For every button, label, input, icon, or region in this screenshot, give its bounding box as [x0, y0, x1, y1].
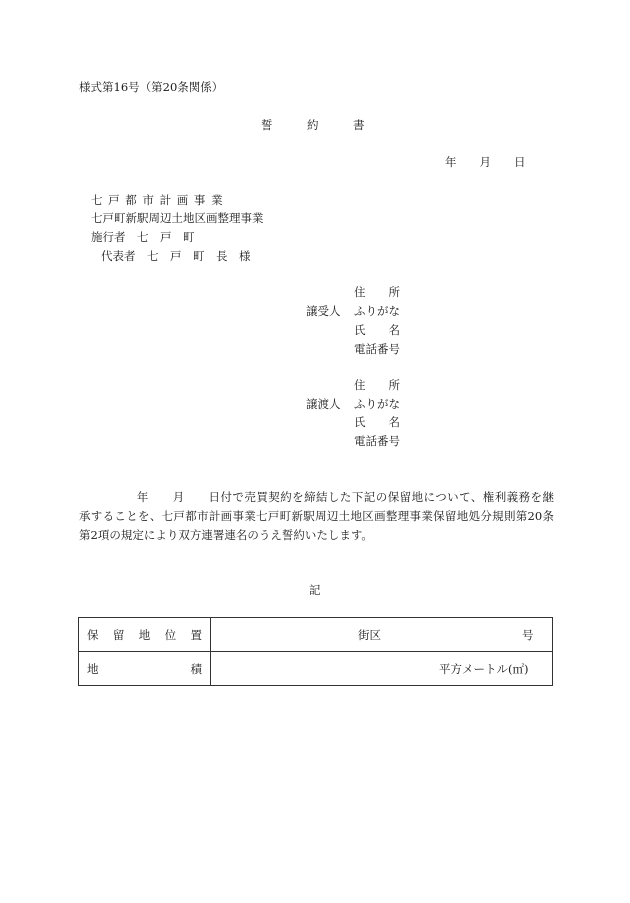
transferee-address-label: 住 所: [354, 285, 400, 299]
addressee-line-4: 代表者 七 戸 町 長 様: [101, 249, 251, 263]
number-unit: 号: [522, 627, 534, 642]
transferee-name-label: 氏 名: [354, 323, 400, 337]
transferor-address-label: 住 所: [354, 378, 400, 392]
location-label: 保留地位置: [79, 618, 211, 652]
date-line: 年 月 日: [445, 155, 526, 169]
table-row-area: [79, 652, 553, 686]
transferee-furigana-label: ふりがな: [354, 304, 400, 318]
transferor-phone-label: 電話番号: [354, 434, 400, 448]
block-unit: 街区: [358, 627, 381, 642]
area-unit: 平方メートル(㎡): [439, 661, 529, 676]
table-row-location: [79, 618, 553, 652]
addressee-line-2: 七戸町新駅周辺土地区画整理事業: [91, 211, 264, 225]
body-line-3: 第2項の規定により双方連署連名のうえ誓約いたします。: [79, 528, 373, 542]
transferor-name-label: 氏 名: [354, 415, 400, 429]
area-value: [211, 652, 553, 686]
body-line-2: 承することを、七戸都市計画事業七戸町新駅周辺土地区画整理事業保留地処分規則第20条: [79, 509, 554, 523]
form-id: 様式第16号（第20条関係）: [79, 80, 224, 94]
body-line-1: 年 月 日付で売買契約を締結した下記の保留地について、権利義務を継: [113, 490, 554, 504]
transferor-furigana-label: ふりがな: [354, 397, 400, 411]
area-label: 地積: [79, 652, 211, 686]
ki-heading: 記: [309, 583, 321, 597]
transferee-role: 譲受人: [306, 304, 341, 318]
document-title: 誓 約 書: [261, 118, 365, 132]
addressee-line-1: 七 戸 都 市 計 画 事 業: [91, 193, 224, 207]
addressee-line-3: 施行者 七 戸 町: [91, 230, 195, 244]
transferee-phone-label: 電話番号: [354, 342, 400, 356]
location-value: [211, 618, 553, 652]
transferor-role: 譲渡人: [306, 397, 341, 411]
reserve-land-table: [78, 617, 553, 686]
